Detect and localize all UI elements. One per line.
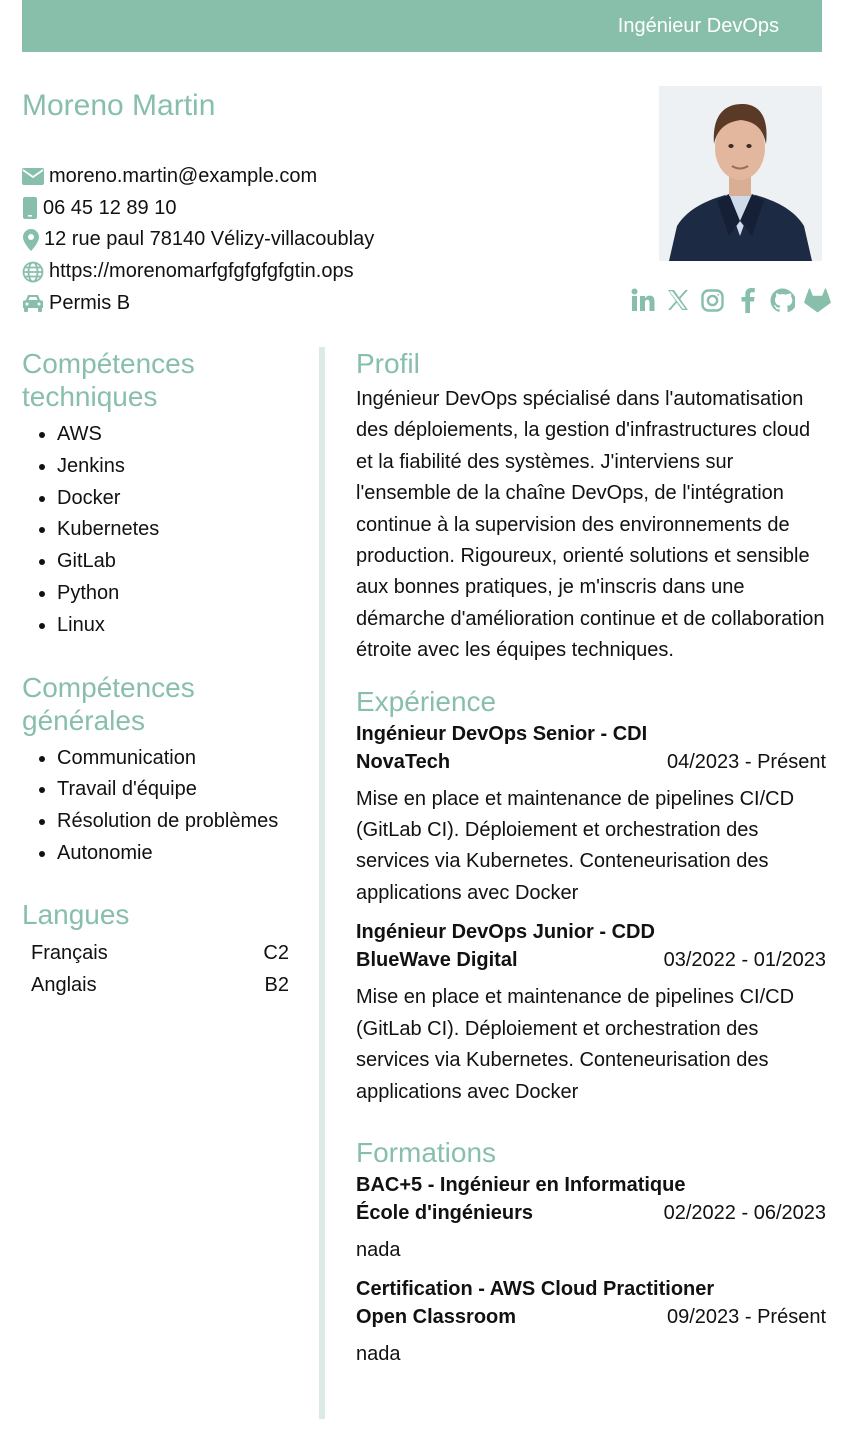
- facebook-icon[interactable]: [734, 286, 761, 314]
- experience-company: BlueWave Digital: [356, 949, 518, 972]
- person-name: Moreno Martin: [22, 89, 216, 122]
- profile-title: Profil: [356, 348, 420, 379]
- list-item: • GitLab: [57, 546, 302, 578]
- experience-description: Mise en place et maintenance de pipelines CI/CD (GitLab CI). Déploiement et orchestration des services via Kubernetes. Conteneurisation des applications avec Docker: [356, 787, 795, 904]
- languages-title: Langues: [22, 898, 130, 930]
- experience-section: [356, 685, 826, 1108]
- social-links: [629, 286, 831, 314]
- education-degree: Certification - AWS Cloud Practitioner: [356, 1278, 715, 1301]
- general-skills-list: [22, 743, 302, 870]
- language-name: Anglais: [31, 973, 97, 996]
- education-title: Formations: [356, 1136, 497, 1168]
- languages-section: [22, 898, 302, 1001]
- technical-skills-title: Compétences techniques: [22, 348, 195, 412]
- experience-dates: 03/2022 - 01/2023: [663, 949, 826, 972]
- contact-email: [22, 161, 374, 193]
- list-item: • Travail d'équipe: [57, 774, 302, 806]
- education-description: nada: [356, 1238, 401, 1261]
- list-item: • Autonomie: [57, 838, 302, 870]
- general-skills-title: Compétences générales: [22, 671, 195, 736]
- experience-meta: [356, 748, 826, 776]
- profile-section: [356, 347, 826, 667]
- experience-description: Mise en place et maintenance de pipelines CI/CD (GitLab CI). Déploiement et orchestration des services via Kubernetes. Conteneurisation des applications avec Docker: [356, 986, 795, 1103]
- list-item: • Python: [57, 578, 302, 610]
- education-entry: [356, 1275, 826, 1370]
- education-dates: 02/2022 - 06/2023: [663, 1201, 826, 1224]
- experience-dates: 04/2023 - Présent: [667, 750, 826, 773]
- education-section: [356, 1136, 826, 1371]
- list-item: • Linux: [57, 610, 302, 642]
- list-item: • AWS: [57, 419, 302, 451]
- email-text[interactable]: moreno.martin@example.com: [49, 165, 318, 188]
- education-description: nada: [356, 1343, 401, 1366]
- education-meta: [356, 1199, 826, 1227]
- right-column: [356, 347, 826, 1371]
- header-bar: [22, 0, 822, 52]
- left-column: [22, 347, 302, 1001]
- contact-list: [22, 161, 374, 319]
- contact-license: [22, 287, 374, 319]
- language-row: [22, 937, 289, 969]
- experience-job-title: Ingénieur DevOps Junior - CDD: [356, 921, 655, 944]
- x-icon[interactable]: [664, 286, 691, 314]
- website-link[interactable]: https://morenomarfgfgfgfgfgtin.ops: [49, 260, 354, 283]
- contact-address: [22, 224, 374, 256]
- profile-text: Ingénieur DevOps spécialisé dans l'automatisation des déploiements, la gestion d'infrastructures cloud et la fiabilité des systèmes. J'interviens sur l'ensemble de la chaîne DevOps, de l'intégration continue à la supervision des environnements de production. Rigoureux, orienté solutions et sensible aux bonnes pratiques, je m'inscris dans une démarche d'amélioration continue et de collaboration étroite avec les équipes techniques.: [356, 388, 825, 662]
- map-marker-icon: [22, 229, 39, 251]
- linkedin-icon[interactable]: [629, 286, 656, 314]
- contact-website: [22, 256, 374, 288]
- column-divider: [319, 347, 325, 1419]
- profile-photo: [659, 86, 822, 261]
- languages-list: [22, 937, 302, 1001]
- list-item: • Docker: [57, 483, 302, 515]
- technical-skills-list: [22, 419, 302, 642]
- list-item: • Communication: [57, 743, 302, 775]
- car-icon: [22, 292, 44, 314]
- phone-text[interactable]: 06 45 12 89 10: [43, 196, 177, 219]
- experience-entry: [356, 918, 826, 1108]
- education-meta: [356, 1303, 826, 1331]
- language-row: [22, 969, 289, 1001]
- job-title: Ingénieur DevOps: [617, 14, 779, 37]
- experience-company: NovaTech: [356, 750, 451, 773]
- experience-job-title: Ingénieur DevOps Senior - CDI: [356, 722, 648, 745]
- contact-phone: [22, 193, 374, 225]
- list-item: • Résolution de problèmes: [57, 806, 302, 838]
- language-level: C2: [263, 941, 289, 964]
- education-school: Open Classroom: [356, 1306, 517, 1329]
- experience-title: Expérience: [356, 685, 497, 717]
- instagram-icon[interactable]: [699, 286, 726, 314]
- github-icon[interactable]: [769, 286, 796, 314]
- education-degree: BAC+5 - Ingénieur en Informatique: [356, 1173, 686, 1196]
- education-dates: 09/2023 - Présent: [667, 1306, 826, 1329]
- globe-icon: [22, 261, 44, 283]
- address-text: 12 rue paul 78140 Vélizy-villacoublay: [44, 228, 375, 251]
- education-entry: [356, 1171, 826, 1266]
- education-school: École d'ingénieurs: [356, 1201, 534, 1224]
- general-skills-section: [22, 671, 302, 870]
- gitlab-icon[interactable]: [804, 286, 831, 314]
- language-level: B2: [264, 973, 289, 996]
- list-item: • Jenkins: [57, 451, 302, 483]
- phone-icon: [22, 197, 38, 219]
- envelope-icon: [22, 166, 44, 188]
- technical-skills-section: [22, 347, 302, 642]
- language-name: Français: [31, 941, 108, 964]
- list-item: • Kubernetes: [57, 514, 302, 546]
- experience-meta: [356, 946, 826, 974]
- experience-entry: [356, 720, 826, 910]
- license-text: Permis B: [49, 291, 131, 314]
